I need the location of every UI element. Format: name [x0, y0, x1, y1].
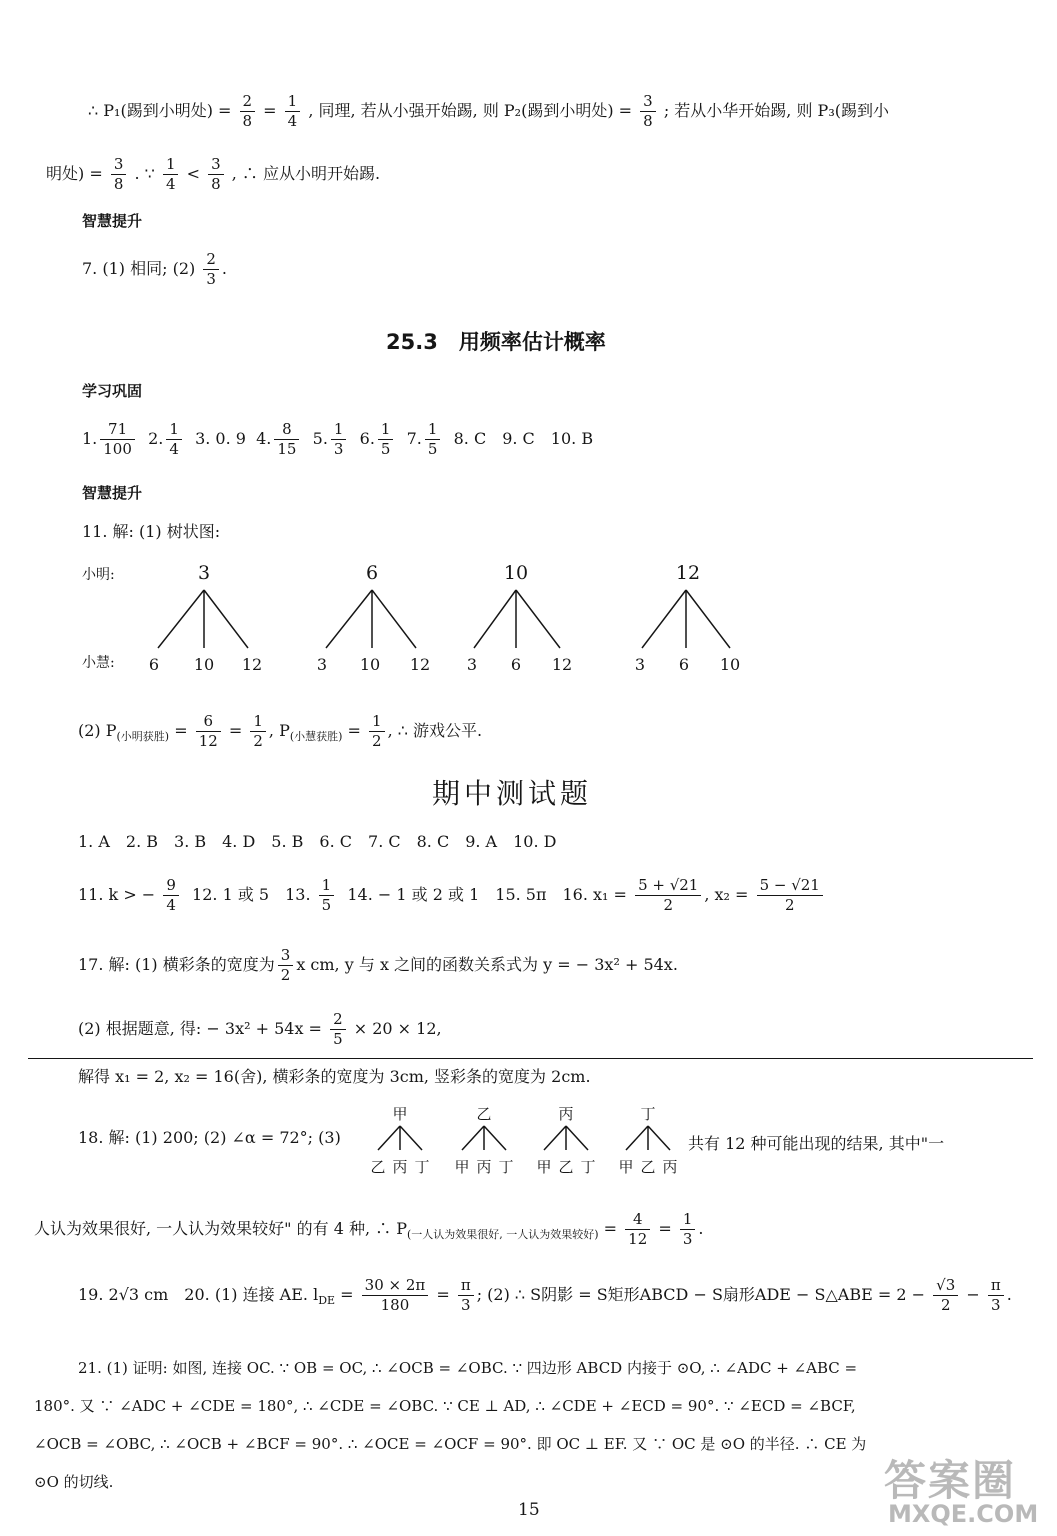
- midterm-q18-c: 人认为效果很好, 一人认为效果较好" 的有 4 种, ∴ $P_{(一人认为效果很好, 一人认为效果较好)}$ = $\frac{4}{12}$ = $\frac{1}{3}$ .: [34, 1210, 704, 1248]
- tree18-leaf: 丙: [392, 1158, 408, 1176]
- tree-leaf: 12: [409, 655, 431, 674]
- tree18-leaf: 乙: [558, 1158, 574, 1176]
- midterm-q21-line4: ⊙O 的切线.: [34, 1473, 114, 1491]
- tree18-leaf: 甲: [454, 1158, 470, 1176]
- tree-leaf: 6: [148, 655, 160, 674]
- fraction: $\frac{1}{5}$: [425, 420, 441, 459]
- fraction: $\frac{3}{8}$: [208, 155, 224, 194]
- tree18-root: 丙: [558, 1105, 574, 1123]
- fraction: $\frac{8}{15}$: [274, 420, 299, 459]
- tree-root: 12: [675, 562, 701, 584]
- fraction: $\frac{\pi}{3}$: [988, 1276, 1004, 1315]
- section-heading: 学习巩固: [82, 382, 143, 400]
- tree-label-xiaoming: 小明:: [82, 567, 115, 583]
- section-title: 25.3 用频率估计概率: [386, 330, 606, 354]
- tree-root: 10: [503, 562, 529, 584]
- watermark-url: MXQE.COM: [888, 1500, 1039, 1528]
- tree-leaf: 3: [316, 655, 328, 674]
- fraction: $\frac{3}{8}$: [640, 92, 656, 131]
- answer-11-2: (2) $P_{(小明获胜)}$ = $\frac{6}{12}$ = $\frac{1}{2}$ , $P_{(小慧获胜)}$ = $\frac{1}{2}$ , ∴ 游戏公平.: [78, 712, 483, 750]
- tree18-leaf: 丁: [580, 1158, 596, 1176]
- p1-line: ∴ P₁(踢到小明处) = $\frac{2}{8}$ = $\frac{1}{4}$ , 同理, 若从小强开始踢, 则 P₂(踢到小明处) = $\frac{3}{8}$ ; 若从小华开始踢, 则 P₃(踢到小: [88, 92, 889, 130]
- fraction: $\frac{3}{2}$: [278, 946, 294, 985]
- tree18-leaf: 丙: [662, 1158, 678, 1176]
- tree18-leaf: 乙: [640, 1158, 656, 1176]
- fraction: $\frac{6}{12}$: [196, 712, 221, 751]
- fraction: $\frac{1}{5}$: [319, 876, 335, 915]
- p1-line-2: 明处) = $\frac{3}{8}$ . ∵ $\frac{1}{4}$ < $\frac{3}{8}$ , ∴ 应从小明开始踢.: [46, 155, 381, 193]
- tree18-root: 乙: [476, 1105, 492, 1123]
- fraction: $\frac{1}{4}$: [163, 155, 179, 194]
- fraction: $\frac{5 + √21}{2}$: [635, 876, 701, 915]
- tree-leaf: 6: [678, 655, 690, 674]
- tree-label-xiaohui: 小慧:: [82, 655, 115, 671]
- fraction: $\frac{4}{12}$: [625, 1210, 650, 1249]
- midterm-q17-2: (2) 根据题意, 得: − 3x² + 54x = $\frac{2}{5}$ × 20 × 12,: [78, 1010, 442, 1048]
- fraction: $\frac{30 \times 2\pi}{180}$: [362, 1276, 429, 1315]
- fraction: $\frac{9}{4}$: [163, 876, 179, 915]
- answers-row: 1. $\frac{71}{100}$ 2. $\frac{1}{4}$ 3. 0. 9 4. $\frac{8}{15}$ 5. $\frac{1}{3}$ 6. $\frac{1}{5}$ 7. $\frac{1}{5}$ 8. C 9. C 10. B: [82, 420, 594, 458]
- midterm-title: 期中测试题: [432, 777, 593, 810]
- tree-leaf: 10: [359, 655, 381, 674]
- fraction: $\frac{2}{3}$: [203, 250, 219, 289]
- midterm-fill: 11. k > − $\frac{9}{4}$ 12. 1 或 5 13. $\frac{1}{5}$ 14. − 1 或 2 或 1 15. 5π 16. x₁ = $\frac{5 + √21}{2}$ , x₂ = $\frac{5 - √21}{2}$: [78, 876, 826, 915]
- tree-leaf: 10: [193, 655, 215, 674]
- fraction: $\frac{\pi}{3}$: [458, 1276, 474, 1315]
- tree-leaf: 12: [551, 655, 573, 674]
- tree18-root: 甲: [392, 1105, 408, 1123]
- tree18-leaf: 丁: [414, 1158, 430, 1176]
- tree18-leaf: 甲: [618, 1158, 634, 1176]
- midterm-q21-line1: 21. (1) 证明: 如图, 连接 OC. ∵ OB = OC, ∴ ∠OCB = ∠OBC. ∵ 四边形 ABCD 内接于 ⊙O, ∴ ∠ADC + ∠ABC =: [78, 1359, 858, 1377]
- fraction: $\frac{1}{3}$: [680, 1210, 696, 1249]
- fraction: $\frac{2}{5}$: [330, 1010, 346, 1049]
- fraction: $\frac{2}{8}$: [240, 92, 256, 131]
- watermark-logo: 答案圈: [884, 1456, 1017, 1505]
- midterm-q21-line3: ∠OCB = ∠OBC, ∴ ∠OCB + ∠BCF = 90°. ∴ ∠OCE = ∠OCF = 90°. 即 OC ⊥ EF. 又 ∵ OC 是 ⊙O 的半径. ∴ CE 为: [34, 1435, 867, 1453]
- midterm-q21-line2: 180°. 又 ∵ ∠ADC + ∠CDE = 180°, ∴ ∠CDE = ∠OBC. ∵ CE ⊥ AD, ∴ ∠CDE + ∠ECD = 90°. ∵ ∠ECD = ∠BCF,: [34, 1397, 856, 1415]
- midterm-q18: 18. 解: (1) 200; (2) ∠α = 72°; (3): [78, 1128, 341, 1147]
- tree-root: 3: [197, 562, 211, 584]
- fraction: $\frac{1}{2}$: [369, 712, 385, 751]
- fraction: $\frac{1}{2}$: [250, 712, 266, 751]
- tree-leaf: 3: [466, 655, 478, 674]
- section-heading: 智慧提升: [82, 212, 143, 230]
- midterm-q19-20: 19. 2√3 cm 20. (1) 连接 AE. $l_{DE}$ = $\frac{30 \times 2\pi}{180}$ = $\frac{\pi}{3}$ ; (2) ∴ S阴影 = S矩形ABCD − S扇形ADE − S△ABE = 2 − $\frac{√3}{2}$ − $\frac{\pi}{3}$ .: [78, 1276, 1012, 1314]
- tree18-leaf: 乙: [370, 1158, 386, 1176]
- fraction: $\frac{71}{100}$: [100, 420, 135, 459]
- midterm-q18-b: 共有 12 种可能出现的结果, 其中"一: [688, 1134, 945, 1153]
- tree18-leaf: 甲: [536, 1158, 552, 1176]
- midterm-q17: 17. 解: (1) 横彩条的宽度为 $\frac{3}{2}$ x cm, y 与 x 之间的函数关系式为 y = − 3x² + 54x.: [78, 946, 678, 984]
- fraction: $\frac{1}{3}$: [331, 420, 347, 459]
- tree18-root: 丁: [640, 1105, 656, 1123]
- tree-leaf: 12: [241, 655, 263, 674]
- fraction: $\frac{1}{5}$: [378, 420, 394, 459]
- fraction: $\frac{1}{4}$: [285, 92, 301, 131]
- section-heading: 智慧提升: [82, 484, 143, 502]
- midterm-mc: 1. A 2. B 3. B 4. D 5. B 6. C 7. C 8. C 9. A 10. D: [78, 832, 557, 851]
- tree18-leaf: 丁: [498, 1158, 514, 1176]
- tree-leaf: 3: [634, 655, 646, 674]
- answer-7: 7. (1) 相同; (2) $\frac{2}{3}$ .: [82, 250, 227, 288]
- fraction: $\frac{√3}{2}$: [933, 1276, 958, 1315]
- page-divider: [28, 1058, 1033, 1059]
- fraction: $\frac{1}{4}$: [166, 420, 182, 459]
- fraction: $\frac{3}{8}$: [111, 155, 127, 194]
- tree18-leaf: 丙: [476, 1158, 492, 1176]
- question-11: 11. 解: (1) 树状图:: [82, 522, 221, 541]
- tree-root: 6: [365, 562, 379, 584]
- page-number: 15: [518, 1500, 540, 1520]
- midterm-q17-3: 解得 x₁ = 2, x₂ = 16(舍), 横彩条的宽度为 3cm, 竖彩条的宽度为 2cm.: [78, 1067, 591, 1086]
- tree-leaf: 10: [719, 655, 741, 674]
- fraction: $\frac{5 - √21}{2}$: [757, 876, 823, 915]
- tree-leaf: 6: [510, 655, 522, 674]
